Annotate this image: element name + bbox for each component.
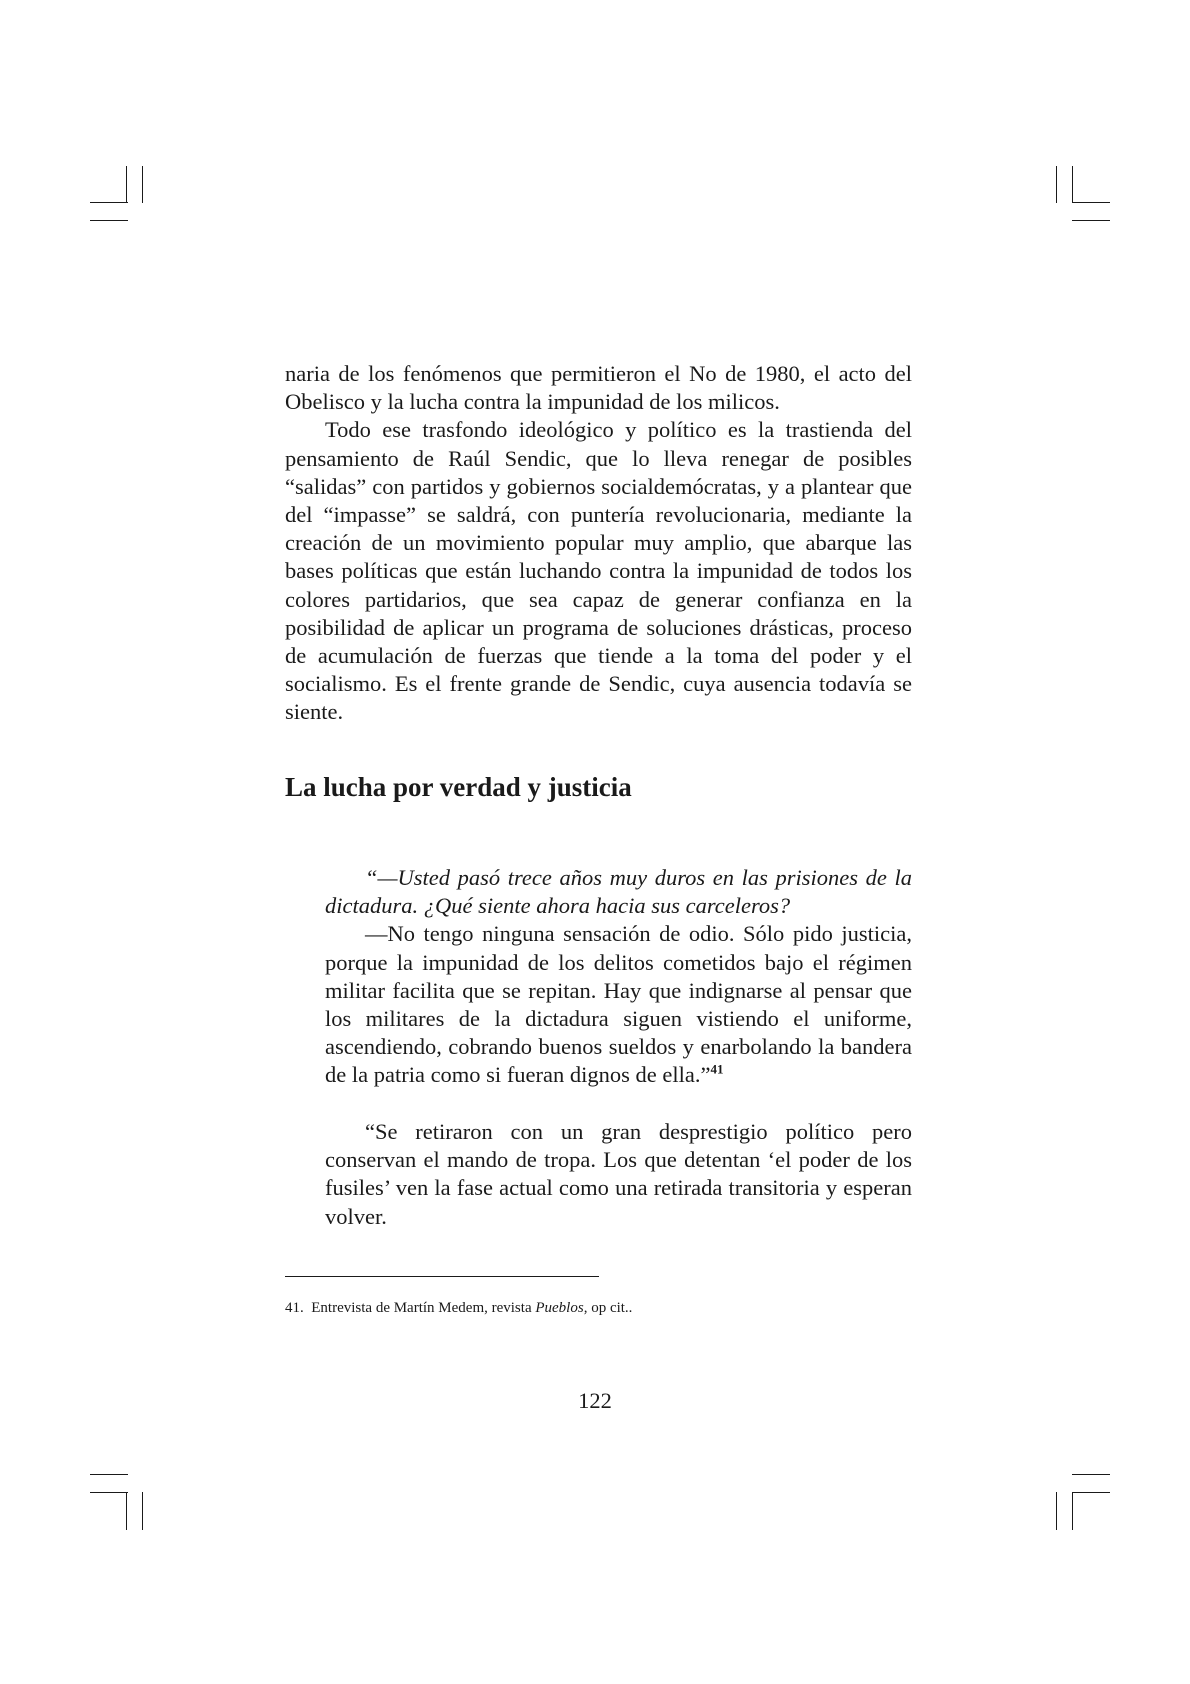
footnote-number: 41. [285, 1300, 304, 1316]
interview-question: “—Usted pasó trece años muy duros en las prisiones de la dictadura. ¿Qué siente ahora hacia sus carceleros? [325, 865, 912, 919]
crop-mark [1056, 166, 1057, 203]
crop-mark [1056, 1492, 1057, 1530]
crop-mark [90, 1492, 128, 1493]
footnote [285, 1300, 632, 1317]
footnote-separator [285, 1276, 599, 1277]
crop-mark [126, 166, 127, 203]
paragraph: naria de los fenómenos que permitieron el No de 1980, el acto del Obelisco y la lucha contra la impunidad de los milicos. [285, 361, 912, 415]
crop-mark [90, 202, 128, 203]
crop-mark [1072, 166, 1073, 203]
quote-block [325, 864, 912, 1090]
crop-mark [1072, 1474, 1110, 1475]
crop-mark [142, 1492, 143, 1530]
section-heading: La lucha por verdad y justicia [285, 772, 632, 802]
interview-answer [325, 920, 912, 1089]
footnote-text-end: , op cit.. [583, 1300, 633, 1316]
crop-mark [142, 166, 143, 203]
crop-mark [1072, 1492, 1073, 1530]
paragraph: Todo ese trasfondo ideológico y político es la trastienda del pensamiento de Raúl Sendic, que lo lleva renegar de posibles “salidas” con partidos y gobiernos socialdemócratas, y a plantear que del “impasse” se saldrá, con puntería revolucionaria, mediante la creación de un movimiento popular muy amplio, que abarque las bases políticas que están luchando contra la impunidad de todos los colores partidarios, que sea capaz de generar confianza en la posibilidad de aplicar un programa de soluciones drásticas, proceso de acumulación de fuerzas que tiende a la toma del poder y el socialismo. Es el frente grande de Sendic, cuya ausencia todavía se siente. [285, 417, 912, 725]
page-number: 122 [578, 1388, 612, 1413]
quote-paragraph: “Se retiraron con un gran desprestigio político pero conservan el mando de tropa. Los que detentan ‘el poder de los fusiles’ ven la fase actual como una retirada transitoria y esperan volver. [325, 1119, 912, 1229]
crop-mark [90, 220, 128, 221]
answer-text: —No tengo ninguna sensación de odio. Sólo pido justicia, porque la impunidad de los delitos cometidos bajo el régimen militar facilita que se repitan. Hay que indignarse al pensar que los militares de la dictadura siguen vistiendo el uniforme, ascendiendo, cobrando buenos sueldos y enarbolando la bandera de la patria como si fueran dignos de ella.” [325, 921, 912, 1088]
crop-mark [90, 1474, 128, 1475]
crop-mark [1072, 1492, 1110, 1493]
crop-mark [1072, 202, 1110, 203]
quote-block [325, 1118, 912, 1231]
crop-mark [1072, 220, 1110, 221]
footnote-reference[interactable]: 41 [710, 1061, 724, 1077]
footnote-italic: Pueblos [535, 1300, 584, 1316]
body-text [285, 360, 912, 727]
crop-mark [126, 1492, 127, 1530]
footnote-text: Entrevista de Martín Medem, revista [311, 1300, 532, 1316]
